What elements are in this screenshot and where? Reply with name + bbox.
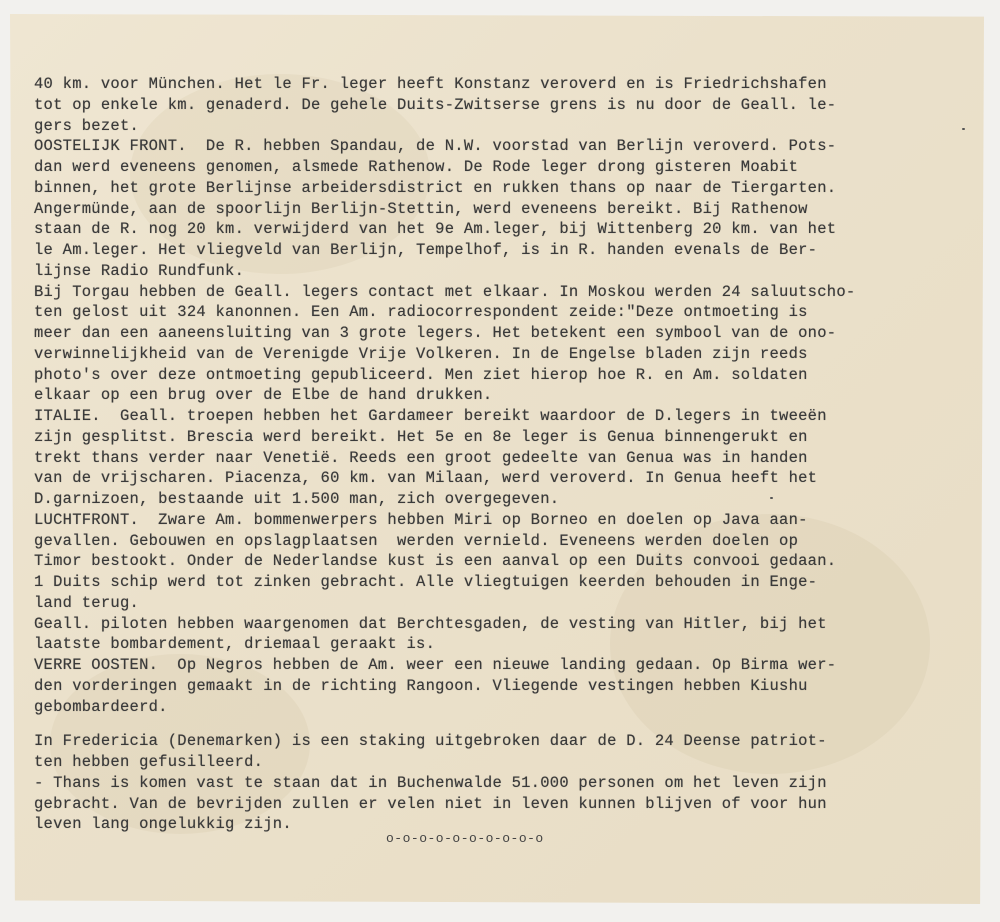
text-line: Geall. piloten hebben waargenomen dat Berchtesgaden, de vesting van Hitler, bij het xyxy=(34,614,827,633)
text-line: gers bezet. xyxy=(34,116,140,135)
text-line: binnen, het grote Berlijnse arbeidersdistrict en rukken thans op naar de Tiergarten. xyxy=(34,178,837,197)
text-line: zijn gesplitst. Brescia werd bereikt. Het 5e en 8e leger is Genua binnengerukt en xyxy=(34,427,808,446)
text-line: van de vrijscharen. Piacenza, 60 km. van Milaan, werd veroverd. In Genua heeft het xyxy=(34,469,818,488)
section-heading-verre-oosten: VERRE OOSTEN. Op Negros hebben de Am. weer een nieuwe landing gedaan. Op Birma wer- xyxy=(34,656,837,674)
text-line: leven lang ongelukkig zijn. xyxy=(34,815,292,834)
text-line: elkaar op een brug over de Elbe de hand drukken. xyxy=(34,386,493,405)
section-divider: o-o-o-o-o-o-o-o-o-o xyxy=(386,831,544,846)
text-line: Angermünde, aan de spoorlijn Berlijn-Stettin, werd eveneens bereikt. Bij Rathenow xyxy=(34,199,808,218)
text-line: photo's over deze ontmoeting gepubliceerd. Men ziet hierop hoe R. en Am. soldaten xyxy=(34,365,808,384)
text-line: tot op enkele km. genaderd. De gehele Duits-Zwitserse grens is nu door de Geall. le- xyxy=(34,95,837,114)
section-heading-italie: ITALIE. Geall. troepen hebben het Gardameer bereikt waardoor de D.legers in tweeën xyxy=(34,407,827,425)
text-line: den vorderingen gemaakt in de richting Rangoon. Vliegende vestingen hebben Kiushu xyxy=(34,676,808,695)
text-line: gebombardeerd. xyxy=(34,697,168,716)
text-line: - Thans is komen vast te staan dat in Buchenwalde 51.000 personen om het leven zijn xyxy=(34,773,827,792)
text-line: lijnse Radio Rundfunk. xyxy=(34,261,245,280)
text-line: D.garnizoen, bestaande uit 1.500 man, zich overgegeven. xyxy=(34,490,560,508)
text-line: verwinnelijkheid van de Verenigde Vrije Volkeren. In de Engelse bladen zijn reeds xyxy=(34,344,808,363)
typed-text-body xyxy=(34,74,974,835)
text-line: ten gelost uit 324 kanonnen. Een Am. radiocorrespondent zeide:"Deze ontmoeting is xyxy=(34,303,808,322)
section-heading-oostelijk-front: OOSTELIJK FRONT. De R. hebben Spandau, de N.W. voorstad van Berlijn veroverd. Pots- xyxy=(34,137,837,156)
text-line: laatste bombardement, driemaal geraakt is. xyxy=(34,635,436,654)
text-line: gebracht. Van de bevrijden zullen er velen niet in leven kunnen blijven of voor hun xyxy=(34,794,827,813)
section-heading-luchtfront: LUCHTFRONT. Zware Am. bommenwerpers hebben Miri op Borneo en doelen op Java aan- xyxy=(34,510,808,529)
text-line: le Am.leger. Het vliegveld van Berlijn, Tempelhof, is in R. handen evenals de Ber- xyxy=(34,241,818,259)
text-line: 40 km. voor München. Het le Fr. leger heeft Konstanz veroverd en is Friedrichshafen xyxy=(34,75,827,93)
text-line: trekt thans verder naar Venetië. Reeds een groot gedeelte van Genua was in handen xyxy=(34,448,808,467)
paragraph-gap xyxy=(34,717,974,731)
text-line: In Fredericia (Denemarken) is een staking uitgebroken daar de D. 24 Deense patriot- xyxy=(34,732,827,751)
text-line: ten hebben gefusilleerd. xyxy=(34,753,264,771)
text-line: staan de R. nog 20 km. verwijderd van het 9e Am.leger, bij Wittenberg 20 km. van het xyxy=(34,220,837,239)
text-line: dan werd eveneens genomen, alsmede Rathenow. De Rode leger drong gisteren Moabit xyxy=(34,158,799,176)
ink-speck xyxy=(770,497,773,499)
ink-speck xyxy=(962,128,965,130)
text-line: 1 Duits schip werd tot zinken gebracht. Alle vliegtuigen keerden behouden in Enge- xyxy=(34,573,818,591)
text-line: land terug. xyxy=(34,593,140,612)
text-line: Timor bestookt. Onder de Nederlandse kust is een aanval op een Duits convooi gedaan. xyxy=(34,552,837,571)
text-line: meer dan een aaneensluiting van 3 grote legers. Het betekent een symbool van de ono- xyxy=(34,324,837,342)
text-line: gevallen. Gebouwen en opslagplaatsen werden vernield. Eveneens werden doelen op xyxy=(34,531,799,550)
text-line: Bij Torgau hebben de Geall. legers contact met elkaar. In Moskou werden 24 saluutscho- xyxy=(34,282,856,301)
